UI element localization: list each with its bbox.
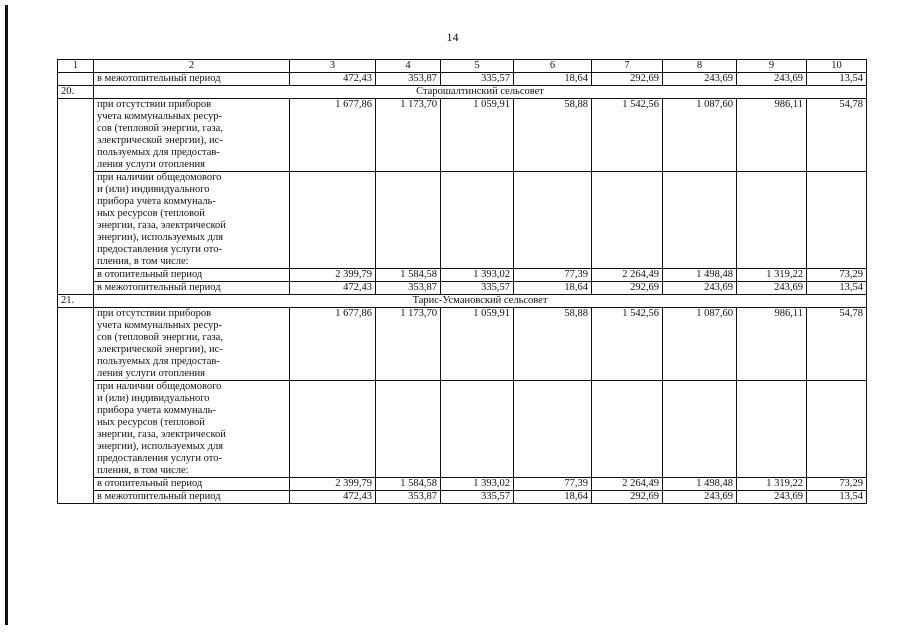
- empty-cell: [376, 172, 441, 269]
- value-cell: 77,39: [514, 478, 592, 491]
- description-line: энергии, газа, электрической: [97, 429, 226, 440]
- column-number-row: [58, 60, 867, 73]
- table-row: [58, 491, 867, 504]
- empty-cell: [663, 381, 737, 478]
- row-label: в межотопительный период: [94, 73, 290, 86]
- description-line: предоставления услуги ото-: [97, 453, 222, 464]
- value-cell: 2 264,49: [592, 478, 663, 491]
- row-label: в межотопительный период: [94, 491, 290, 504]
- row-description: [94, 381, 290, 478]
- description-line: ления услуги отопления: [97, 159, 205, 170]
- section-number: 20.: [58, 86, 94, 99]
- description-line: учета коммунальных ресур-: [97, 111, 222, 122]
- description-line: предоставления услуги ото-: [97, 244, 222, 255]
- value-cell: 1 498,48: [663, 478, 737, 491]
- value-cell: 335,57: [441, 491, 514, 504]
- column-header: 1: [58, 60, 94, 73]
- description-line: пления, в том числе:: [97, 465, 189, 476]
- value-cell: 1 584,58: [376, 269, 441, 282]
- empty-cell: [663, 172, 737, 269]
- description-line: сов (тепловой энергии, газа,: [97, 332, 223, 343]
- value-cell: 243,69: [737, 73, 807, 86]
- value-cell: 292,69: [592, 491, 663, 504]
- value-cell: 1 059,91: [441, 99, 514, 172]
- tariff-table: [57, 59, 867, 504]
- value-cell: 73,29: [807, 478, 867, 491]
- description-line: пользуемых для предостав-: [97, 356, 220, 367]
- value-cell: 1 173,70: [376, 99, 441, 172]
- value-cell: 335,57: [441, 73, 514, 86]
- description-line: энергии), используемых для: [97, 441, 224, 452]
- value-cell: 1 393,02: [441, 478, 514, 491]
- value-cell: 986,11: [737, 308, 807, 381]
- value-cell: 335,57: [441, 282, 514, 295]
- row-description: [94, 172, 290, 269]
- page-number: 14: [446, 30, 459, 44]
- description-line: электрической энергии), ис-: [97, 135, 223, 146]
- value-cell: 1 059,91: [441, 308, 514, 381]
- row-label: в отопительный период: [94, 478, 290, 491]
- empty-cell: [290, 172, 376, 269]
- column-header: 6: [514, 60, 592, 73]
- empty-cell: [514, 381, 592, 478]
- row-number-cell: [58, 308, 94, 504]
- column-header: 3: [290, 60, 376, 73]
- value-cell: 73,29: [807, 269, 867, 282]
- table-row: [58, 172, 867, 269]
- value-cell: 353,87: [376, 282, 441, 295]
- value-cell: 18,64: [514, 73, 592, 86]
- value-cell: 292,69: [592, 282, 663, 295]
- value-cell: 292,69: [592, 73, 663, 86]
- table-row: [58, 308, 867, 381]
- table-row: [58, 99, 867, 172]
- value-cell: 18,64: [514, 282, 592, 295]
- section-number: 21.: [58, 295, 94, 308]
- description-line: учета коммунальных ресур-: [97, 320, 222, 331]
- column-header: 4: [376, 60, 441, 73]
- section-title: Старошалтинский сельсовет: [94, 86, 867, 99]
- value-cell: 2 399,79: [290, 269, 376, 282]
- table-row: [58, 73, 867, 86]
- value-cell: 472,43: [290, 73, 376, 86]
- column-header: 9: [737, 60, 807, 73]
- description-line: электрической энергии), ис-: [97, 344, 223, 355]
- value-cell: 13,54: [807, 491, 867, 504]
- empty-cell: [807, 172, 867, 269]
- empty-cell: [592, 381, 663, 478]
- column-header: 10: [807, 60, 867, 73]
- value-cell: 1 677,86: [290, 99, 376, 172]
- empty-cell: [441, 172, 514, 269]
- value-cell: 1 087,60: [663, 308, 737, 381]
- description-line: и (или) индивидуального: [97, 184, 210, 195]
- value-cell: 1 393,02: [441, 269, 514, 282]
- value-cell: 1 677,86: [290, 308, 376, 381]
- value-cell: 1 087,60: [663, 99, 737, 172]
- row-description: [94, 99, 290, 172]
- empty-cell: [807, 381, 867, 478]
- value-cell: 243,69: [663, 491, 737, 504]
- value-cell: 13,54: [807, 73, 867, 86]
- row-label: в отопительный период: [94, 269, 290, 282]
- empty-cell: [737, 381, 807, 478]
- value-cell: 1 498,48: [663, 269, 737, 282]
- description-line: при наличии общедомового: [97, 172, 222, 183]
- value-cell: 353,87: [376, 491, 441, 504]
- column-header: 8: [663, 60, 737, 73]
- value-cell: 58,88: [514, 99, 592, 172]
- value-cell: 2 264,49: [592, 269, 663, 282]
- value-cell: 2 399,79: [290, 478, 376, 491]
- value-cell: 986,11: [737, 99, 807, 172]
- empty-cell: [514, 172, 592, 269]
- empty-cell: [737, 172, 807, 269]
- value-cell: 1 542,56: [592, 308, 663, 381]
- empty-cell: [376, 381, 441, 478]
- value-cell: 243,69: [663, 73, 737, 86]
- description-line: ных ресурсов (тепловой: [97, 417, 205, 428]
- description-line: пользуемых для предостав-: [97, 147, 220, 158]
- value-cell: 54,78: [807, 99, 867, 172]
- table-row: [58, 269, 867, 282]
- description-line: при наличии общедомового: [97, 381, 222, 392]
- column-header: 7: [592, 60, 663, 73]
- column-header: 2: [94, 60, 290, 73]
- value-cell: 243,69: [663, 282, 737, 295]
- value-cell: 18,64: [514, 491, 592, 504]
- page-edge-bar: [5, 5, 8, 625]
- description-line: энергии), используемых для: [97, 232, 224, 243]
- value-cell: 58,88: [514, 308, 592, 381]
- description-line: и (или) индивидуального: [97, 393, 210, 404]
- value-cell: 1 584,58: [376, 478, 441, 491]
- empty-cell: [290, 381, 376, 478]
- column-header: 5: [441, 60, 514, 73]
- description-line: при отсутствии приборов: [97, 99, 212, 110]
- value-cell: 1 319,22: [737, 478, 807, 491]
- value-cell: 243,69: [737, 491, 807, 504]
- description-line: ных ресурсов (тепловой: [97, 208, 205, 219]
- section-header-row: [58, 86, 867, 99]
- description-line: прибора учета коммуналь-: [97, 405, 216, 416]
- row-description: [94, 308, 290, 381]
- row-label: в межотопительный период: [94, 282, 290, 295]
- row-number-cell: [58, 99, 94, 295]
- value-cell: 13,54: [807, 282, 867, 295]
- value-cell: 1 542,56: [592, 99, 663, 172]
- description-line: сов (тепловой энергии, газа,: [97, 123, 223, 134]
- value-cell: 472,43: [290, 491, 376, 504]
- value-cell: 1 173,70: [376, 308, 441, 381]
- value-cell: 1 319,22: [737, 269, 807, 282]
- table-row: [58, 381, 867, 478]
- description-line: ления услуги отопления: [97, 368, 205, 379]
- value-cell: 353,87: [376, 73, 441, 86]
- value-cell: 243,69: [737, 282, 807, 295]
- section-header-row: [58, 295, 867, 308]
- table-row: [58, 282, 867, 295]
- description-line: при отсутствии приборов: [97, 308, 212, 319]
- value-cell: 472,43: [290, 282, 376, 295]
- empty-cell: [592, 172, 663, 269]
- row-number-cell: [58, 73, 94, 86]
- empty-cell: [441, 381, 514, 478]
- description-line: прибора учета коммуналь-: [97, 196, 216, 207]
- value-cell: 54,78: [807, 308, 867, 381]
- value-cell: 77,39: [514, 269, 592, 282]
- section-title: Тарис-Усмановский сельсовет: [94, 295, 867, 308]
- description-line: пления, в том числе:: [97, 256, 189, 267]
- table-row: [58, 478, 867, 491]
- description-line: энергии, газа, электрической: [97, 220, 226, 231]
